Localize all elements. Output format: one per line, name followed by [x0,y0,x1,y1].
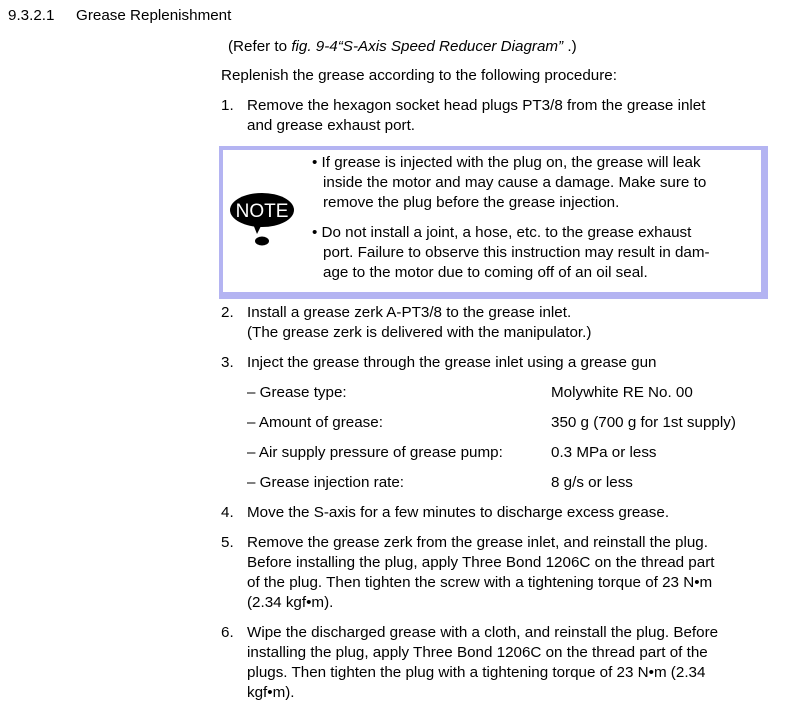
refer-fig-title: “S-Axis Speed Reducer Diagram” [337,38,564,55]
step-6-line-4: kgf•m). [247,684,295,701]
note-label: NOTE [235,201,289,222]
refer-prefix: (Refer to [228,38,292,55]
note-bubble-tail [253,224,262,234]
step-4-number: 4. [221,504,234,521]
spec-amount-label: – Amount of grease: [247,414,383,431]
note-bullet-2-line-1: • Do not install a joint, a hose, etc. to the grease exhaust [312,224,692,241]
step-6-line-2: installing the plug, apply Three Bond 1206C on the thread part of the [247,644,708,661]
spec-grease-type-label: – Grease type: [247,384,347,401]
spec-rate-label: – Grease injection rate: [247,474,405,491]
note-bullet-1-line-1: • If grease is injected with the plug on, the grease will leak [312,154,701,171]
step-6-line-3: plugs. Then tighten the plug with a tightening torque of 23 N•m (2.34 [247,664,706,681]
refer-line [228,37,577,57]
note-bullet-2-line-3: age to the motor due to coming off of an oil seal. [323,264,648,281]
section-title: Grease Replenishment [76,7,232,24]
step-1-line-1: Remove the hexagon socket head plugs PT3/8 from the grease inlet [247,97,706,114]
step-2-line-1: Install a grease zerk A-PT3/8 to the grease inlet. [247,304,572,321]
step-5-line-3: of the plug. Then tighten the screw with a tightening torque of 23 N•m [247,574,713,591]
step-1-line-2: and grease exhaust port. [247,117,416,134]
step-6-line-1: Wipe the discharged grease with a cloth, and reinstall the plug. Before [247,624,719,641]
note-bullet-1-line-3: remove the plug before the grease injection. [323,194,620,211]
note-icon [229,192,295,248]
note-dot [255,237,269,246]
step-6-number: 6. [221,624,234,641]
refer-suffix: .) [563,38,577,55]
spec-grease-type-value: Molywhite RE No. 00 [551,384,693,401]
step-3-number: 3. [221,354,234,371]
step-5-number: 5. [221,534,234,551]
step-1-number: 1. [221,97,234,114]
step-5-line-4: (2.34 kgf•m). [247,594,334,611]
spec-amount-value: 350 g (700 g for 1st supply) [551,414,736,431]
note-bullet-1-line-2: inside the motor and may cause a damage. Make sure to [323,174,707,191]
note-bullet-2-line-2: port. Failure to observe this instruction may result in dam- [323,244,710,261]
spec-pressure-label: – Air supply pressure of grease pump: [247,444,503,461]
spec-pressure-value: 0.3 MPa or less [551,444,657,461]
step-4-line-1: Move the S-axis for a few minutes to discharge excess grease. [247,504,670,521]
step-5-line-1: Remove the grease zerk from the grease inlet, and reinstall the plug. [247,534,708,551]
step-3-line-1: Inject the grease through the grease inlet using a grease gun [247,354,657,371]
step-2-line-2: (The grease zerk is delivered with the manipulator.) [247,324,592,341]
spec-rate-value: 8 g/s or less [551,474,633,491]
refer-fig-link[interactable]: fig. 9-4 [291,38,338,55]
section-number: 9.3.2.1 [8,7,55,24]
step-2-number: 2. [221,304,234,321]
intro-text: Replenish the grease according to the following procedure: [221,67,617,84]
step-5-line-2: Before installing the plug, apply Three Bond 1206C on the thread part [247,554,715,571]
